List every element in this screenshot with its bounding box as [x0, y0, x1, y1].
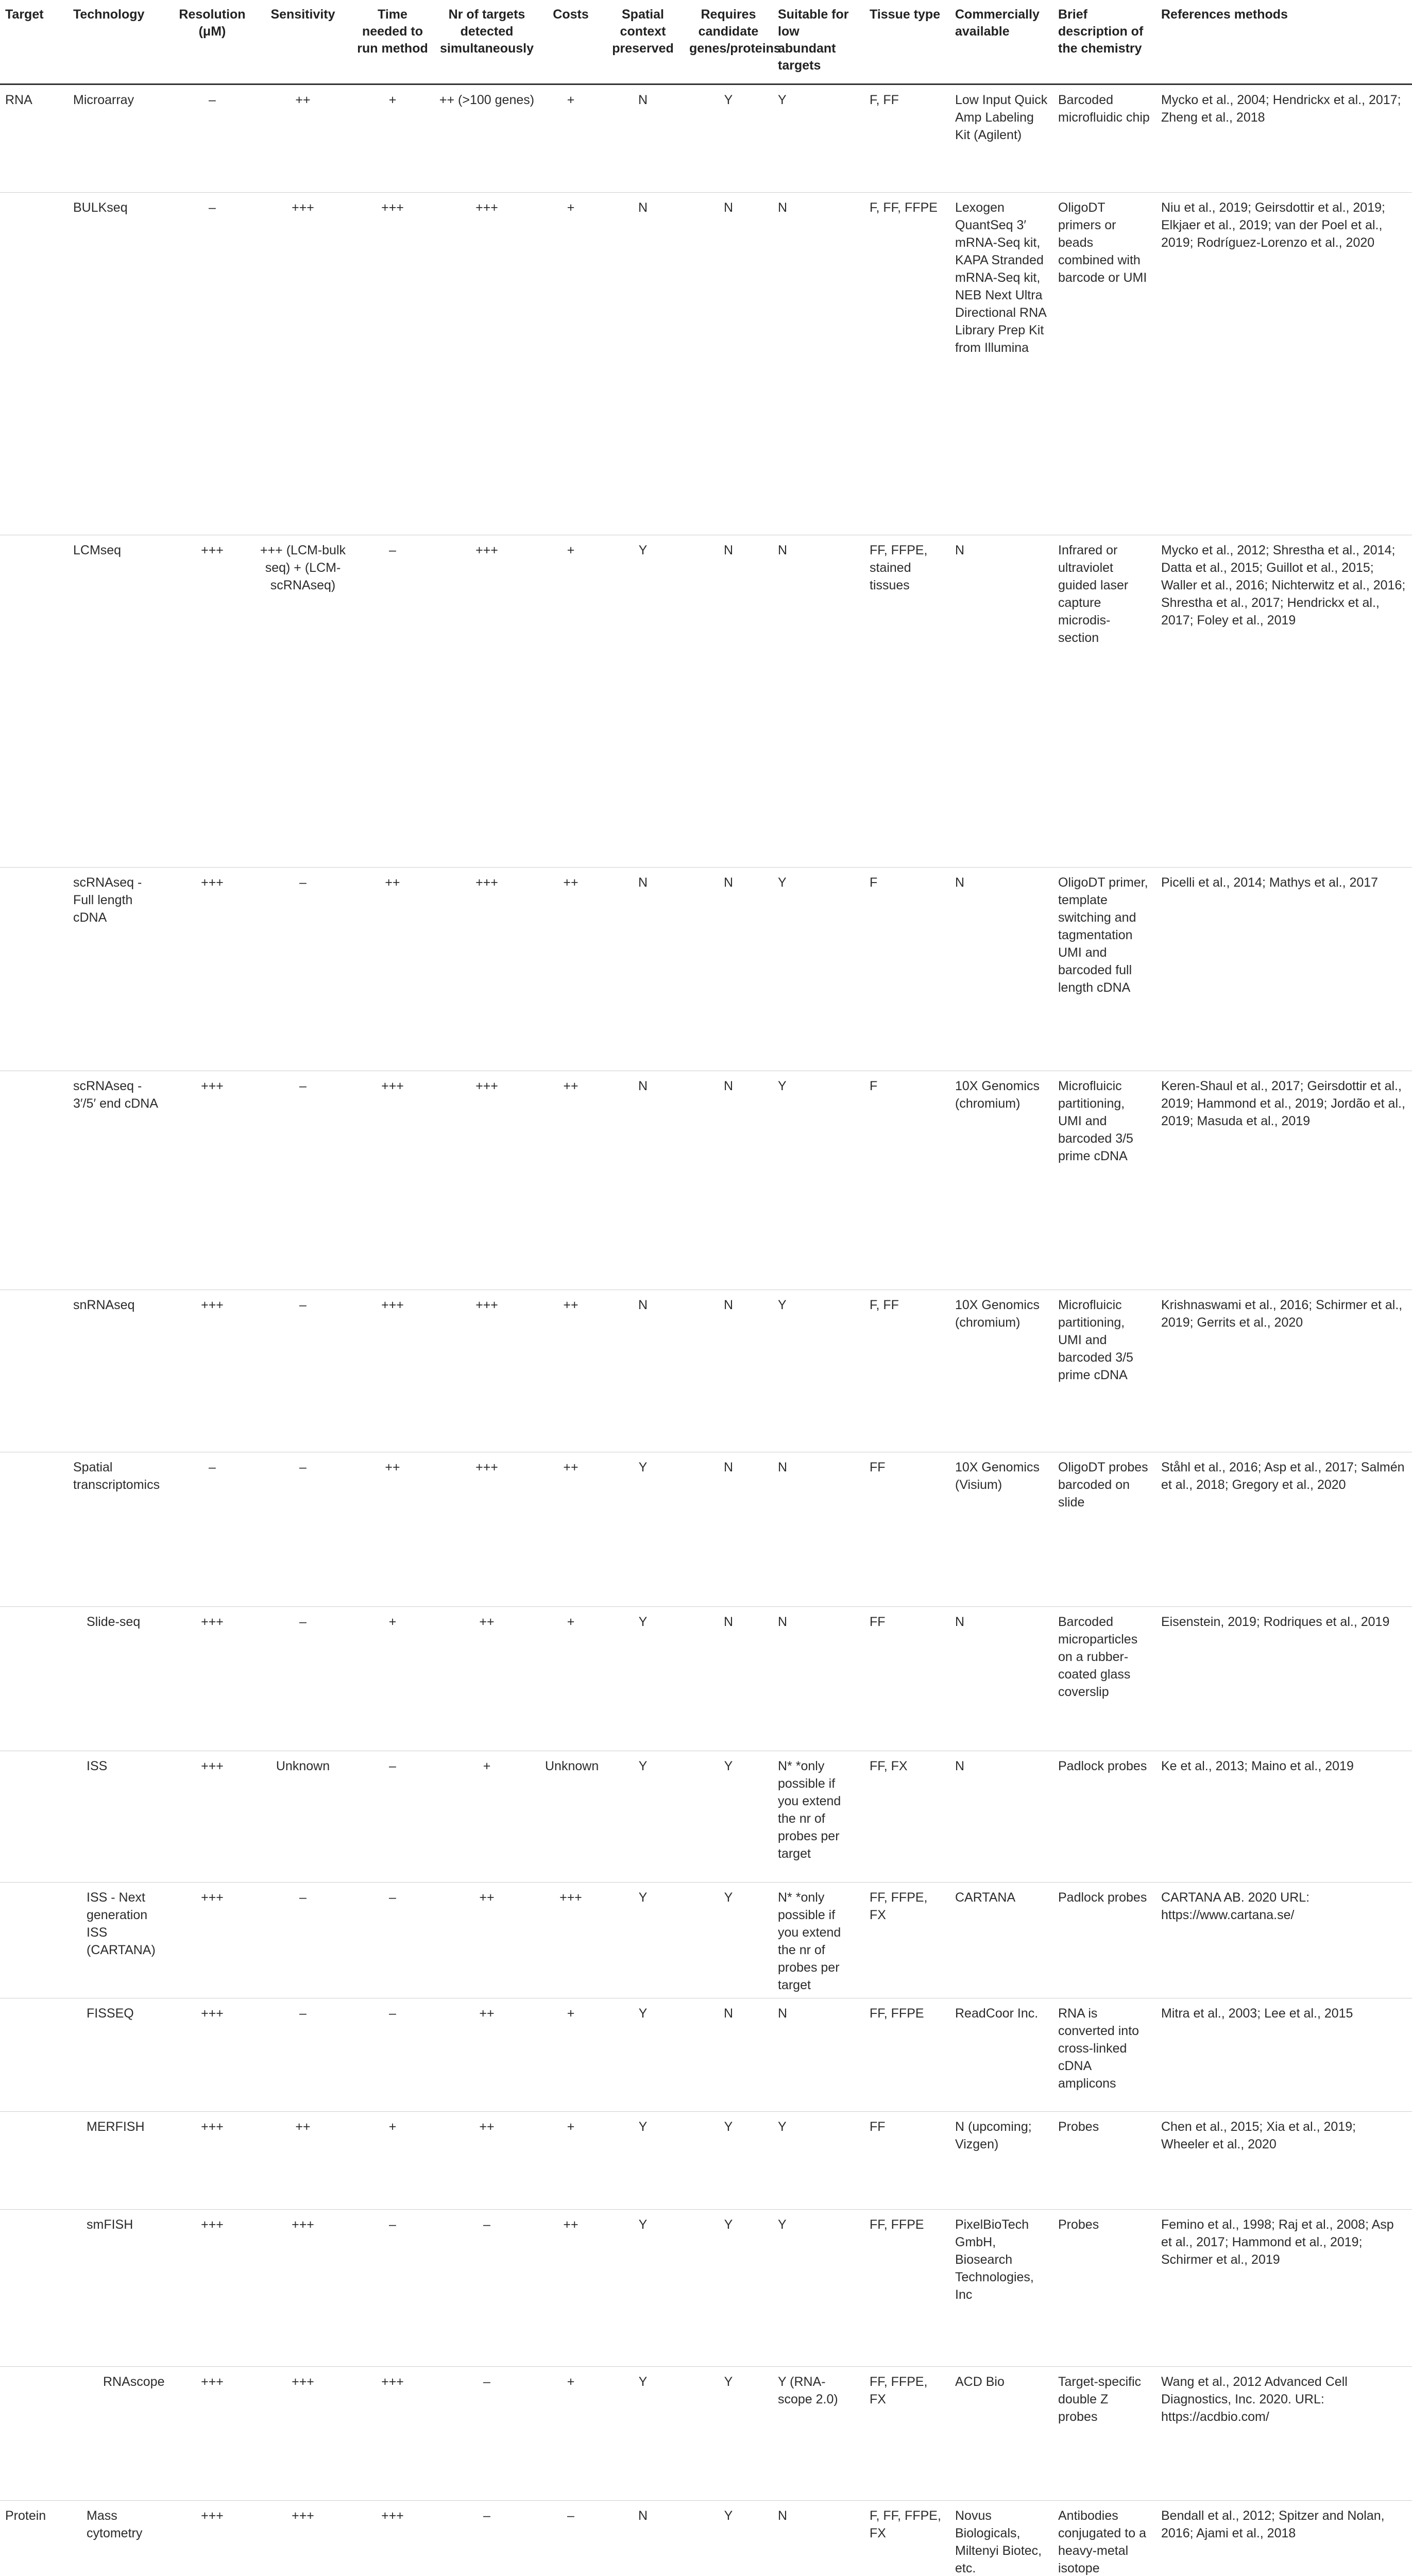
cell-sensitivity: –: [254, 1452, 351, 1607]
cell-low-abundant: N: [773, 1607, 864, 1751]
cell-resolution: –: [170, 1452, 254, 1607]
cell-costs: +++: [540, 1883, 602, 1998]
cell-sensitivity: ++: [254, 2112, 351, 2210]
cell-spatial: Y: [602, 2210, 684, 2367]
cell-target: [0, 1751, 68, 1883]
cell-chemistry: RNA is converted into cross-linked cDNA amplicons: [1053, 1998, 1156, 2112]
cell-target: [0, 2112, 68, 2210]
cell-costs: ++: [540, 868, 602, 1071]
cell-candidate: Y: [684, 1883, 773, 1998]
cell-tissue: F, FF: [864, 1290, 950, 1452]
cell-targets-nr: ++: [434, 1607, 540, 1751]
cell-candidate: N: [684, 1998, 773, 2112]
cell-refs: Chen et al., 2015; Xia et al., 2019; Wheeler et al., 2020: [1156, 2112, 1412, 2210]
cell-spatial: Y: [602, 1998, 684, 2112]
cell-technology: Spatial transcriptomics: [68, 1452, 170, 1607]
header-commercial: Commercially available: [950, 0, 1053, 84]
cell-time: –: [351, 1998, 434, 2112]
cell-refs: Mycko et al., 2004; Hendrickx et al., 2017; Zheng et al., 2018: [1161, 93, 1401, 125]
cell-sensitivity: +++: [254, 193, 351, 535]
cell-costs: ++: [540, 1071, 602, 1290]
header-candidate: Requires candidate genes/proteins: [684, 0, 773, 84]
cell-time: ++: [351, 868, 434, 1071]
cell-target: [0, 2210, 68, 2367]
cell-costs: Unknown: [540, 1751, 602, 1883]
table-row: [0, 84, 1412, 193]
cell-tissue: F: [864, 1071, 950, 1290]
cell-tissue: FF, FFPE, FX: [864, 2367, 950, 2501]
header-tissue: Tissue type: [864, 0, 950, 84]
cell-candidate: Y: [684, 2210, 773, 2367]
cell-targets-nr: +++: [434, 1452, 540, 1607]
cell-chemistry: Padlock probes: [1053, 1751, 1156, 1883]
cell-low-abundant: Y: [773, 868, 864, 1071]
cell-resolution: +++: [170, 868, 254, 1071]
cell-commercial: N: [950, 535, 1053, 868]
cell-candidate: Y: [684, 2112, 773, 2210]
cell-tissue: F, FF: [870, 93, 899, 107]
cell-spatial: N: [602, 1071, 684, 1290]
cell-target: RNA: [5, 93, 32, 107]
cell-chemistry: Barcoded microfluidic chip: [1058, 93, 1150, 125]
cell-targets-nr: –: [434, 2501, 540, 2576]
cell-sensitivity: –: [254, 1883, 351, 1998]
cell-sensitivity: –: [254, 868, 351, 1071]
table-row: [0, 1071, 1412, 1290]
cell-candidate: N: [684, 535, 773, 868]
header-technology: Technology: [68, 0, 170, 84]
cell-commercial: PixelBioTech GmbH, Biosearch Technologies, Inc: [950, 2210, 1053, 2367]
cell-commercial: 10X Genomics (Visium): [950, 1452, 1053, 1607]
cell-refs: Keren-Shaul et al., 2017; Geirsdottir et al., 2019; Hammond et al., 2019; Jordão et al., 2019; Masuda et al., 2019: [1156, 1071, 1412, 1290]
cell-refs: Picelli et al., 2014; Mathys et al., 2017: [1156, 868, 1412, 1071]
cell-target: [0, 1071, 68, 1290]
cell-targets-nr: +++: [434, 1071, 540, 1290]
cell-chemistry: Antibodies conjugated to a heavy-metal isotope: [1053, 2501, 1156, 2576]
table-row: [0, 1751, 1412, 1883]
cell-targets-nr: ++: [434, 1998, 540, 2112]
table-row: [0, 1883, 1412, 1998]
cell-sensitivity: ++: [295, 93, 311, 107]
table-row: [0, 868, 1412, 1071]
cell-costs: ++: [540, 1290, 602, 1452]
cell-technology: scRNAseq - 3′/5′ end cDNA: [68, 1071, 170, 1290]
header-refs: References methods: [1156, 0, 1412, 84]
cell-technology: FISSEQ: [68, 1998, 170, 2112]
cell-tissue: FF, FFPE: [864, 2210, 950, 2367]
cell-targets-nr: +++: [434, 535, 540, 868]
table-row: [0, 1998, 1412, 2112]
cell-targets-nr: +++: [434, 868, 540, 1071]
cell-tissue: F, FF, FFPE, FX: [864, 2501, 950, 2576]
cell-costs: ++: [540, 1452, 602, 1607]
cell-time: +++: [351, 2501, 434, 2576]
cell-sensitivity: Unknown: [254, 1751, 351, 1883]
table-row: [0, 2367, 1412, 2501]
cell-time: –: [351, 2210, 434, 2367]
cell-target: [0, 2367, 68, 2501]
cell-resolution: +++: [170, 2501, 254, 2576]
cell-chemistry: Probes: [1053, 2210, 1156, 2367]
cell-commercial: 10X Genomics (chromium): [950, 1290, 1053, 1452]
header-targets-nr: Nr of targets detected simultaneously: [434, 0, 540, 84]
cell-tissue: FF, FFPE, FX: [864, 1883, 950, 1998]
cell-low-abundant: N* *only possible if you extend the nr of probes per target: [773, 1751, 864, 1883]
cell-candidate: N: [684, 1071, 773, 1290]
cell-technology: ISS: [68, 1751, 170, 1883]
cell-sensitivity: +++ (LCM-bulk seq) + (LCM-scRNAseq): [254, 535, 351, 868]
cell-tissue: FF: [864, 2112, 950, 2210]
cell-spatial: N: [638, 93, 648, 107]
cell-technology: BULKseq: [68, 193, 170, 535]
cell-resolution: +++: [170, 1751, 254, 1883]
cell-costs: +: [540, 193, 602, 535]
cell-candidate: Y: [724, 93, 733, 107]
cell-commercial: N: [950, 868, 1053, 1071]
cell-low-abundant: N: [773, 1998, 864, 2112]
header-resolution: Resolution (μM): [170, 0, 254, 84]
cell-chemistry: Target-specific double Z probes: [1053, 2367, 1156, 2501]
cell-targets-nr: ++: [434, 2112, 540, 2210]
cell-costs: ++: [540, 2210, 602, 2367]
cell-time: +++: [351, 2367, 434, 2501]
cell-technology: Microarray: [73, 93, 134, 107]
cell-technology: smFISH: [68, 2210, 170, 2367]
cell-technology: LCMseq: [68, 535, 170, 868]
cell-targets-nr: +++: [434, 1290, 540, 1452]
cell-spatial: Y: [602, 1452, 684, 1607]
header-row: [0, 0, 1412, 84]
cell-targets-nr: –: [434, 2210, 540, 2367]
cell-low-abundant: Y: [773, 2112, 864, 2210]
cell-resolution: +++: [170, 1071, 254, 1290]
cell-time: +: [351, 2112, 434, 2210]
cell-resolution: +++: [170, 535, 254, 868]
cell-low-abundant: Y: [773, 1071, 864, 1290]
cell-costs: +: [540, 1607, 602, 1751]
cell-technology: Slide-seq: [68, 1607, 170, 1751]
cell-resolution: +++: [170, 1998, 254, 2112]
cell-spatial: Y: [602, 1883, 684, 1998]
cell-time: +++: [351, 1071, 434, 1290]
table-row: [0, 1290, 1412, 1452]
cell-costs: +: [540, 535, 602, 868]
cell-target: [0, 1452, 68, 1607]
cell-chemistry: Probes: [1053, 2112, 1156, 2210]
cell-targets-nr: ++ (>100 genes): [439, 93, 535, 107]
header-chemistry: Brief description of the chemistry: [1053, 0, 1156, 84]
header-costs: Costs: [540, 0, 602, 84]
cell-time: –: [351, 1751, 434, 1883]
cell-targets-nr: –: [434, 2367, 540, 2501]
cell-low-abundant: N: [773, 1452, 864, 1607]
cell-costs: +: [540, 1998, 602, 2112]
cell-resolution: +++: [170, 2112, 254, 2210]
cell-time: +++: [351, 193, 434, 535]
cell-chemistry: Microfluicic partitioning, UMI and barcoded 3/5 prime cDNA: [1053, 1071, 1156, 1290]
cell-technology: MERFISH: [68, 2112, 170, 2210]
cell-tissue: F, FF, FFPE: [864, 193, 950, 535]
cell-low-abundant: N: [773, 2501, 864, 2576]
table-row: [0, 535, 1412, 868]
cell-chemistry: Infrared or ultraviolet guided laser capture microdis-section: [1053, 535, 1156, 868]
table-row: [0, 2210, 1412, 2367]
cell-commercial: Lexogen QuantSeq 3′ mRNA-Seq kit, KAPA Stranded mRNA-Seq kit, NEB Next Ultra Directional RNA Library Prep Kit from Illumina: [950, 193, 1053, 535]
cell-refs: Mitra et al., 2003; Lee et al., 2015: [1156, 1998, 1412, 2112]
cell-tissue: F: [864, 868, 950, 1071]
cell-sensitivity: +++: [254, 2210, 351, 2367]
cell-low-abundant: Y: [773, 2210, 864, 2367]
cell-refs: Bendall et al., 2012; Spitzer and Nolan, 2016; Ajami et al., 2018: [1156, 2501, 1412, 2576]
cell-time: +++: [351, 1290, 434, 1452]
table-row: [0, 193, 1412, 535]
cell-time: –: [351, 535, 434, 868]
cell-resolution: +++: [170, 2367, 254, 2501]
cell-low-abundant: N* *only possible if you extend the nr of probes per target: [773, 1883, 864, 1998]
cell-chemistry: Microfluicic partitioning, UMI and barcoded 3/5 prime cDNA: [1053, 1290, 1156, 1452]
cell-candidate: Y: [684, 2367, 773, 2501]
header-time: Time needed to run method: [351, 0, 434, 84]
cell-low-abundant: N: [773, 193, 864, 535]
cell-sensitivity: +++: [254, 2501, 351, 2576]
cell-targets-nr: +++: [434, 193, 540, 535]
header-target: Target: [0, 0, 68, 84]
cell-costs: –: [540, 2501, 602, 2576]
cell-refs: Wang et al., 2012 Advanced Cell Diagnostics, Inc. 2020. URL: https://acdbio.com/: [1156, 2367, 1412, 2501]
cell-target: [0, 1290, 68, 1452]
cell-commercial: N (upcoming; Vizgen): [950, 2112, 1053, 2210]
cell-commercial: Low Input Quick Amp Labeling Kit (Agilent): [955, 93, 1048, 142]
cell-tissue: FF, FFPE: [864, 1998, 950, 2112]
cell-sensitivity: –: [254, 1607, 351, 1751]
cell-candidate: N: [684, 193, 773, 535]
cell-refs: Niu et al., 2019; Geirsdottir et al., 2019; Elkjaer et al., 2019; van der Poel et al., 2019; Rodríguez-Lorenzo et al., 2020: [1156, 193, 1412, 535]
cell-candidate: Y: [684, 1751, 773, 1883]
cell-spatial: Y: [602, 1607, 684, 1751]
cell-spatial: N: [602, 2501, 684, 2576]
cell-target: [0, 535, 68, 868]
cell-sensitivity: –: [254, 1998, 351, 2112]
cell-commercial: Novus Biologicals, Miltenyi Biotec, etc.: [950, 2501, 1053, 2576]
cell-resolution: +++: [170, 2210, 254, 2367]
cell-low-abundant: Y: [778, 93, 787, 107]
cell-refs: Krishnaswami et al., 2016; Schirmer et al., 2019; Gerrits et al., 2020: [1156, 1290, 1412, 1452]
cell-sensitivity: +++: [254, 2367, 351, 2501]
cell-target: [0, 868, 68, 1071]
cell-resolution: –: [170, 193, 254, 535]
cell-commercial: N: [950, 1751, 1053, 1883]
cell-commercial: N: [950, 1607, 1053, 1751]
cell-refs: Femino et al., 1998; Raj et al., 2008; Asp et al., 2017; Hammond et al., 2019; Schirmer et al., 2019: [1156, 2210, 1412, 2367]
cell-commercial: CARTANA: [950, 1883, 1053, 1998]
cell-costs: +: [540, 2112, 602, 2210]
cell-tissue: FF: [864, 1607, 950, 1751]
cell-spatial: Y: [602, 1751, 684, 1883]
cell-resolution: +++: [170, 1607, 254, 1751]
cell-refs: Ståhl et al., 2016; Asp et al., 2017; Salmén et al., 2018; Gregory et al., 2020: [1156, 1452, 1412, 1607]
cell-spatial: Y: [602, 2367, 684, 2501]
table-row: [0, 1607, 1412, 1751]
cell-candidate: N: [684, 1452, 773, 1607]
cell-candidate: N: [684, 868, 773, 1071]
cell-low-abundant: Y (RNA-scope 2.0): [773, 2367, 864, 2501]
cell-refs: CARTANA AB. 2020 URL: https://www.cartana.se/: [1156, 1883, 1412, 1998]
cell-chemistry: Padlock probes: [1053, 1883, 1156, 1998]
cell-resolution: –: [209, 93, 216, 107]
cell-target: Protein: [0, 2501, 68, 2576]
cell-chemistry: OligoDT probes barcoded on slide: [1053, 1452, 1156, 1607]
table-body: [0, 84, 1412, 2576]
cell-spatial: N: [602, 868, 684, 1071]
cell-tissue: FF, FX: [864, 1751, 950, 1883]
cell-target: [0, 1607, 68, 1751]
cell-targets-nr: ++: [434, 1883, 540, 1998]
table-row: [0, 2112, 1412, 2210]
cell-commercial: ReadCoor Inc.: [950, 1998, 1053, 2112]
cell-sensitivity: –: [254, 1071, 351, 1290]
cell-time: ++: [351, 1452, 434, 1607]
cell-technology: ISS - Next generation ISS (CARTANA): [68, 1883, 170, 1998]
table-row: [0, 2501, 1412, 2576]
cell-candidate: N: [684, 1290, 773, 1452]
cell-resolution: +++: [170, 1883, 254, 1998]
cell-costs: +: [540, 2367, 602, 2501]
cell-commercial: 10X Genomics (chromium): [950, 1071, 1053, 1290]
cell-chemistry: OligoDT primers or beads combined with barcode or UMI: [1053, 193, 1156, 535]
cell-target: [0, 1883, 68, 1998]
cell-spatial: N: [602, 1290, 684, 1452]
cell-candidate: Y: [684, 2501, 773, 2576]
cell-technology: RNAscope: [68, 2367, 170, 2501]
cell-sensitivity: –: [254, 1290, 351, 1452]
header-spatial: Spatial context preserved: [602, 0, 684, 84]
cell-chemistry: OligoDT primer, template switching and tagmentation UMI and barcoded full length cDNA: [1053, 868, 1156, 1071]
cell-resolution: +++: [170, 1290, 254, 1452]
cell-costs: +: [567, 93, 575, 107]
cell-time: +: [351, 1607, 434, 1751]
cell-candidate: N: [684, 1607, 773, 1751]
cell-refs: Mycko et al., 2012; Shrestha et al., 2014; Datta et al., 2015; Guillot et al., 2015; Waller et al., 2016; Nichterwitz et al., 2016; Shrestha et al., 2017; Hendrickx et al., 2017; Foley et al., 2019: [1156, 535, 1412, 868]
table-row: [0, 1452, 1412, 1607]
cell-time: +: [388, 93, 397, 107]
cell-targets-nr: +: [434, 1751, 540, 1883]
cell-technology: snRNAseq: [68, 1290, 170, 1452]
cell-tissue: FF, FFPE, stained tissues: [864, 535, 950, 868]
cell-technology: Mass cytometry: [68, 2501, 170, 2576]
header-sensitivity: Sensitivity: [254, 0, 351, 84]
cell-spatial: Y: [602, 2112, 684, 2210]
cell-tissue: FF: [864, 1452, 950, 1607]
header-low-abundant: Suitable for low abundant targets: [773, 0, 864, 84]
cell-commercial: ACD Bio: [950, 2367, 1053, 2501]
cell-low-abundant: Y: [773, 1290, 864, 1452]
cell-technology: scRNAseq - Full length cDNA: [68, 868, 170, 1071]
cell-target: [0, 193, 68, 535]
cell-refs: Ke et al., 2013; Maino et al., 2019: [1156, 1751, 1412, 1883]
cell-spatial: Y: [602, 535, 684, 868]
cell-chemistry: Barcoded microparticles on a rubber-coated glass coverslip: [1053, 1607, 1156, 1751]
cell-low-abundant: N: [773, 535, 864, 868]
cell-target: [0, 1998, 68, 2112]
cell-time: –: [351, 1883, 434, 1998]
cell-refs: Eisenstein, 2019; Rodriques et al., 2019: [1156, 1607, 1412, 1751]
cell-spatial: N: [602, 193, 684, 535]
